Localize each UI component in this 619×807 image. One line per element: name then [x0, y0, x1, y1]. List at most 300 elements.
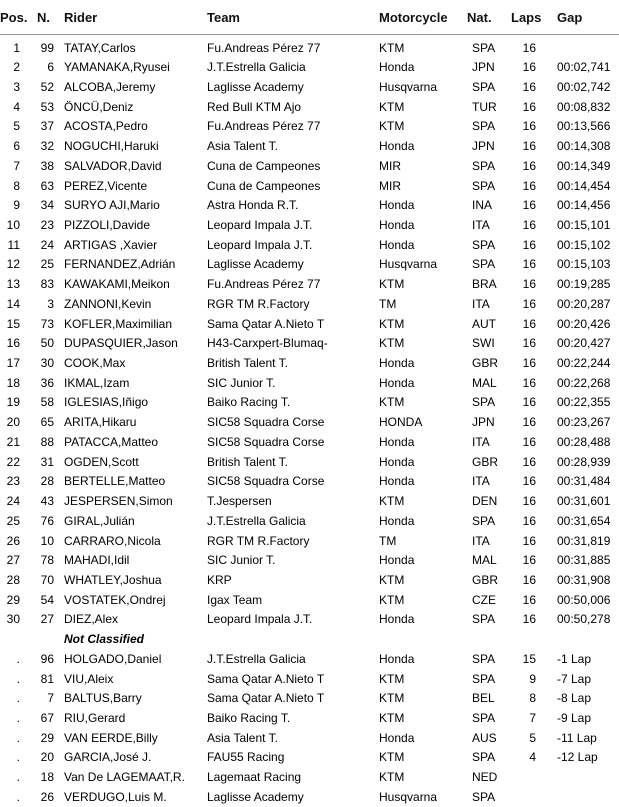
- cell-nat: MAL: [472, 375, 497, 390]
- cell-nat: SPA: [472, 671, 496, 686]
- cell-team: SIC58 Squadra Corse: [207, 474, 325, 489]
- cell-team: FAU55 Racing: [207, 750, 285, 765]
- cell-nat: SPA: [472, 178, 496, 193]
- cell-gap: 00:15,102: [557, 237, 611, 252]
- cell-pos: 3: [13, 79, 20, 94]
- cell-laps: 16: [522, 612, 536, 627]
- cell-num: 73: [40, 316, 54, 331]
- cell-laps: 16: [522, 99, 536, 114]
- cell-nat: SPA: [472, 789, 496, 804]
- cell-rider: DIEZ,Alex: [64, 612, 119, 627]
- header-motorcycle: Motorcycle: [379, 10, 448, 25]
- table-header: [0, 0, 619, 35]
- table-row: [0, 294, 619, 314]
- cell-team: Baiko Racing T.: [207, 395, 291, 410]
- cell-laps: 16: [522, 356, 536, 371]
- cell-num: 18: [40, 770, 54, 785]
- not-classified-section-label: [0, 629, 619, 649]
- cell-gap: 00:14,454: [557, 178, 611, 193]
- cell-pos: 26: [6, 533, 20, 548]
- cell-team: Fu.Andreas Pérez 77: [207, 277, 321, 292]
- cell-rider: BALTUS,Barry: [64, 691, 142, 706]
- cell-laps: 5: [529, 730, 536, 745]
- cell-pos: 16: [6, 336, 20, 351]
- cell-gap: 00:50,278: [557, 612, 611, 627]
- cell-laps: 16: [522, 198, 536, 213]
- cell-rider: PEREZ,Vicente: [64, 178, 148, 193]
- cell-num: 53: [40, 99, 54, 114]
- cell-nat: SPA: [472, 79, 496, 94]
- cell-laps: 16: [522, 79, 536, 94]
- cell-num: 43: [40, 494, 54, 509]
- cell-num: 23: [40, 217, 54, 232]
- cell-num: 34: [40, 198, 54, 213]
- cell-pos: 29: [6, 592, 20, 607]
- cell-pos: .: [16, 651, 20, 666]
- cell-laps: 16: [522, 395, 536, 410]
- cell-nat: SPA: [472, 237, 496, 252]
- cell-nat: SPA: [472, 395, 496, 410]
- cell-team: J.T.Estrella Galicia: [207, 513, 306, 528]
- cell-num: 52: [40, 79, 54, 94]
- cell-moto: MIR: [379, 158, 401, 173]
- cell-gap: 00:28,939: [557, 454, 611, 469]
- cell-laps: 16: [522, 553, 536, 568]
- cell-pos: 24: [6, 494, 20, 509]
- table-row: [0, 97, 619, 117]
- cell-num: 36: [40, 375, 54, 390]
- cell-moto: KTM: [379, 710, 405, 725]
- cell-team: Cuna de Campeones: [207, 158, 321, 173]
- cell-laps: 16: [522, 257, 536, 272]
- cell-pos: 7: [13, 158, 20, 173]
- cell-num: 10: [40, 533, 54, 548]
- cell-laps: 4: [529, 750, 536, 765]
- cell-num: 50: [40, 336, 54, 351]
- cell-nat: SPA: [472, 158, 496, 173]
- cell-rider: SURYO AJI,Mario: [64, 198, 160, 213]
- cell-laps: 16: [522, 513, 536, 528]
- cell-rider: COOK,Max: [64, 356, 126, 371]
- cell-laps: 16: [522, 454, 536, 469]
- cell-rider: YAMANAKA,Ryusei: [64, 60, 170, 75]
- cell-laps: 16: [522, 434, 536, 449]
- cell-rider: RIU,Gerard: [64, 710, 126, 725]
- cell-gap: 00:20,427: [557, 336, 611, 351]
- cell-team: RGR TM R.Factory: [207, 533, 310, 548]
- cell-pos: 6: [13, 139, 20, 154]
- cell-gap: 00:23,267: [557, 415, 611, 430]
- header-rider: Rider: [64, 10, 98, 25]
- cell-moto: Honda: [379, 356, 415, 371]
- table-row: [0, 373, 619, 393]
- cell-nat: SPA: [472, 513, 496, 528]
- cell-rider: Van De LAGEMAAT,R.: [64, 770, 185, 785]
- table-row: [0, 747, 619, 767]
- cell-pos: .: [16, 691, 20, 706]
- cell-gap: 00:31,601: [557, 494, 611, 509]
- cell-pos: 15: [6, 316, 20, 331]
- cell-moto: KTM: [379, 691, 405, 706]
- cell-gap: 00:22,355: [557, 395, 611, 410]
- cell-team: H43-Carxpert-Blumaq-: [207, 336, 328, 351]
- cell-moto: Honda: [379, 237, 415, 252]
- cell-nat: INA: [472, 198, 493, 213]
- table-row: [0, 609, 619, 629]
- cell-gap: 00:14,456: [557, 198, 611, 213]
- cell-gap: 00:31,885: [557, 553, 611, 568]
- cell-nat: MAL: [472, 553, 497, 568]
- cell-pos: 22: [6, 454, 20, 469]
- cell-nat: JPN: [472, 139, 495, 154]
- cell-moto: KTM: [379, 395, 405, 410]
- cell-rider: VERDUGO,Luis M.: [64, 789, 167, 804]
- cell-moto: KTM: [379, 770, 405, 785]
- cell-team: SIC58 Squadra Corse: [207, 415, 325, 430]
- cell-laps: 16: [522, 237, 536, 252]
- cell-moto: KTM: [379, 572, 405, 587]
- cell-rider: ZANNONI,Kevin: [64, 296, 152, 311]
- cell-laps: 16: [522, 336, 536, 351]
- cell-pos: 28: [6, 572, 20, 587]
- cell-moto: Honda: [379, 553, 415, 568]
- cell-moto: HONDA: [379, 415, 423, 430]
- table-row: [0, 116, 619, 136]
- cell-team: Asia Talent T.: [207, 139, 278, 154]
- table-row: [0, 432, 619, 452]
- cell-moto: KTM: [379, 494, 405, 509]
- cell-nat: GBR: [472, 454, 499, 469]
- cell-rider: ACOSTA,Pedro: [64, 119, 148, 134]
- cell-rider: GIRAL,Julián: [64, 513, 135, 528]
- cell-pos: 23: [6, 474, 20, 489]
- cell-pos: 25: [6, 513, 20, 528]
- cell-nat: CZE: [472, 592, 496, 607]
- cell-moto: KTM: [379, 316, 405, 331]
- cell-laps: 16: [522, 158, 536, 173]
- cell-gap: 00:15,101: [557, 217, 611, 232]
- cell-team: KRP: [207, 572, 232, 587]
- cell-gap: 00:28,488: [557, 434, 611, 449]
- cell-moto: Honda: [379, 612, 415, 627]
- cell-laps: 16: [522, 296, 536, 311]
- cell-team: Leopard Impala J.T.: [207, 237, 313, 252]
- table-row: [0, 728, 619, 748]
- cell-nat: SPA: [472, 119, 496, 134]
- cell-gap: 00:02,741: [557, 60, 611, 75]
- cell-laps: 16: [522, 139, 536, 154]
- cell-laps: 16: [522, 375, 536, 390]
- cell-team: Fu.Andreas Pérez 77: [207, 40, 321, 55]
- cell-nat: DEN: [472, 494, 498, 509]
- cell-rider: VIU,Aleix: [64, 671, 114, 686]
- table-row: [0, 77, 619, 97]
- table-row: [0, 38, 619, 58]
- cell-num: 58: [40, 395, 54, 410]
- cell-team: Lagemaat Racing: [207, 770, 302, 785]
- cell-moto: TM: [379, 533, 397, 548]
- cell-num: 26: [40, 789, 54, 804]
- cell-nat: TUR: [472, 99, 497, 114]
- not-classified-label: Not Classified: [64, 632, 145, 647]
- cell-team: RGR TM R.Factory: [207, 296, 310, 311]
- table-row: [0, 550, 619, 570]
- table-row: [0, 452, 619, 472]
- cell-gap: 00:22,268: [557, 375, 611, 390]
- cell-moto: Honda: [379, 730, 415, 745]
- cell-moto: Honda: [379, 198, 415, 213]
- cell-team: Red Bull KTM Ajo: [207, 99, 302, 114]
- cell-moto: TM: [379, 296, 397, 311]
- cell-team: Sama Qatar A.Nieto T: [207, 691, 325, 706]
- cell-gap: -1 Lap: [557, 651, 592, 666]
- table-row: [0, 708, 619, 728]
- cell-num: 38: [40, 158, 54, 173]
- header-pos: Pos.: [0, 10, 28, 25]
- cell-rider: BERTELLE,Matteo: [64, 474, 166, 489]
- table-row: [0, 215, 619, 235]
- table-row: [0, 176, 619, 196]
- cell-nat: ITA: [472, 434, 490, 449]
- header-number: N.: [37, 10, 50, 25]
- cell-laps: 16: [522, 474, 536, 489]
- cell-gap: 00:31,654: [557, 513, 611, 528]
- cell-nat: BEL: [472, 691, 495, 706]
- cell-pos: 17: [6, 356, 20, 371]
- cell-nat: ITA: [472, 296, 490, 311]
- cell-moto: Husqvarna: [379, 79, 438, 94]
- table-row: [0, 333, 619, 353]
- cell-pos: 19: [6, 395, 20, 410]
- cell-team: Leopard Impala J.T.: [207, 612, 313, 627]
- cell-team: SIC Junior T.: [207, 553, 276, 568]
- cell-moto: Honda: [379, 375, 415, 390]
- cell-rider: GARCIA,José J.: [64, 750, 152, 765]
- cell-gap: -9 Lap: [557, 710, 592, 725]
- cell-pos: 4: [13, 99, 20, 114]
- cell-moto: Honda: [379, 651, 415, 666]
- cell-laps: 8: [529, 691, 536, 706]
- cell-gap: -12 Lap: [557, 750, 598, 765]
- cell-num: 6: [47, 60, 54, 75]
- cell-team: British Talent T.: [207, 454, 288, 469]
- cell-gap: -8 Lap: [557, 691, 592, 706]
- cell-team: SIC Junior T.: [207, 375, 276, 390]
- table-row: [0, 511, 619, 531]
- header-laps: Laps: [511, 10, 542, 25]
- cell-laps: 7: [529, 710, 536, 725]
- cell-num: 88: [40, 434, 54, 449]
- cell-moto: Husqvarna: [379, 789, 438, 804]
- cell-nat: AUT: [472, 316, 496, 331]
- header-team: Team: [207, 10, 240, 25]
- cell-gap: 00:20,287: [557, 296, 611, 311]
- cell-moto: Honda: [379, 454, 415, 469]
- cell-pos: 2: [13, 60, 20, 75]
- cell-rider: KOFLER,Maximilian: [64, 316, 173, 331]
- cell-team: J.T.Estrella Galicia: [207, 60, 306, 75]
- cell-num: 25: [40, 257, 54, 272]
- cell-pos: 5: [13, 119, 20, 134]
- cell-moto: Honda: [379, 139, 415, 154]
- cell-nat: SPA: [472, 710, 496, 725]
- cell-moto: Honda: [379, 60, 415, 75]
- cell-team: Astra Honda R.T.: [207, 198, 299, 213]
- cell-rider: IGLESIAS,Iñigo: [64, 395, 149, 410]
- cell-pos: 1: [13, 40, 20, 55]
- cell-rider: CARRARO,Nicola: [64, 533, 161, 548]
- cell-gap: 00:31,908: [557, 572, 611, 587]
- cell-rider: DUPASQUIER,Jason: [64, 336, 178, 351]
- cell-gap: 00:31,819: [557, 533, 611, 548]
- cell-num: 28: [40, 474, 54, 489]
- cell-gap: 00:19,285: [557, 277, 611, 292]
- cell-num: 78: [40, 553, 54, 568]
- cell-moto: Honda: [379, 217, 415, 232]
- cell-laps: 16: [522, 40, 536, 55]
- cell-pos: 18: [6, 375, 20, 390]
- cell-pos: 11: [7, 237, 20, 252]
- cell-num: 63: [40, 178, 54, 193]
- cell-moto: KTM: [379, 40, 405, 55]
- cell-gap: 00:22,244: [557, 356, 611, 371]
- cell-team: Leopard Impala J.T.: [207, 217, 313, 232]
- cell-pos: 30: [6, 612, 20, 627]
- table-row: [0, 669, 619, 689]
- cell-laps: 16: [522, 316, 536, 331]
- cell-rider: HOLGADO,Daniel: [64, 651, 162, 666]
- cell-team: SIC58 Squadra Corse: [207, 434, 325, 449]
- cell-num: 83: [40, 277, 54, 292]
- cell-moto: KTM: [379, 99, 405, 114]
- cell-num: 81: [40, 671, 54, 686]
- cell-nat: ITA: [472, 474, 490, 489]
- cell-moto: Honda: [379, 513, 415, 528]
- cell-num: 96: [40, 651, 54, 666]
- table-row: [0, 136, 619, 156]
- table-row: [0, 412, 619, 432]
- cell-team: Fu.Andreas Pérez 77: [207, 119, 321, 134]
- cell-rider: ARTIGAS ,Xavier: [64, 237, 158, 252]
- cell-laps: 15: [522, 651, 536, 666]
- cell-moto: KTM: [379, 592, 405, 607]
- cell-rider: VOSTATEK,Ondrej: [64, 592, 166, 607]
- cell-rider: PATACCA,Matteo: [64, 434, 159, 449]
- table-row: [0, 649, 619, 669]
- cell-nat: AUS: [472, 730, 497, 745]
- cell-laps: 16: [522, 178, 536, 193]
- table-row: [0, 156, 619, 176]
- cell-rider: SALVADOR,David: [64, 158, 162, 173]
- cell-gap: 00:31,484: [557, 474, 611, 489]
- table-row: [0, 353, 619, 373]
- cell-nat: BRA: [472, 277, 497, 292]
- cell-moto: Honda: [379, 474, 415, 489]
- cell-rider: MAHADI,Idil: [64, 553, 130, 568]
- cell-team: Cuna de Campeones: [207, 178, 321, 193]
- cell-rider: OGDEN,Scott: [64, 454, 139, 469]
- cell-num: 99: [40, 40, 54, 55]
- cell-laps: 16: [522, 572, 536, 587]
- cell-nat: JPN: [472, 415, 495, 430]
- cell-team: Igax Team: [207, 592, 263, 607]
- table-row: [0, 590, 619, 610]
- cell-num: 54: [40, 592, 54, 607]
- table-row: [0, 235, 619, 255]
- cell-gap: 00:14,308: [557, 139, 611, 154]
- cell-gap: 00:02,742: [557, 79, 611, 94]
- cell-pos: .: [16, 789, 20, 804]
- cell-nat: GBR: [472, 572, 499, 587]
- cell-rider: TATAY,Carlos: [64, 40, 136, 55]
- cell-pos: 14: [6, 296, 20, 311]
- table-row: [0, 57, 619, 77]
- cell-team: T.Jespersen: [207, 494, 272, 509]
- cell-moto: KTM: [379, 277, 405, 292]
- cell-num: 3: [47, 296, 54, 311]
- cell-laps: 16: [522, 217, 536, 232]
- cell-rider: VAN EERDE,Billy: [64, 730, 158, 745]
- table-row: [0, 471, 619, 491]
- cell-team: Laglisse Academy: [207, 789, 304, 804]
- table-row: [0, 491, 619, 511]
- cell-num: 7: [47, 691, 54, 706]
- table-row: [0, 531, 619, 551]
- cell-num: 31: [40, 454, 54, 469]
- cell-rider: ALCOBA,Jeremy: [64, 79, 156, 94]
- cell-rider: IKMAL,Izam: [64, 375, 130, 390]
- table-row: [0, 570, 619, 590]
- cell-team: Laglisse Academy: [207, 257, 304, 272]
- cell-laps: 9: [529, 671, 536, 686]
- header-gap: Gap: [557, 10, 583, 25]
- cell-pos: 9: [13, 198, 20, 213]
- cell-gap: 00:50,006: [557, 592, 611, 607]
- table-row: [0, 314, 619, 334]
- cell-team: Baiko Racing T.: [207, 710, 291, 725]
- cell-pos: .: [16, 730, 20, 745]
- cell-moto: Husqvarna: [379, 257, 438, 272]
- cell-rider: ÖNCÜ,Deniz: [64, 99, 134, 114]
- cell-team: Sama Qatar A.Nieto T: [207, 316, 325, 331]
- cell-moto: KTM: [379, 336, 405, 351]
- cell-num: 70: [40, 572, 54, 587]
- cell-gap: -7 Lap: [557, 671, 592, 686]
- cell-nat: SPA: [472, 40, 496, 55]
- cell-nat: SPA: [472, 257, 496, 272]
- table-row: [0, 274, 619, 294]
- table-row: [0, 787, 619, 807]
- cell-pos: .: [16, 750, 20, 765]
- cell-nat: ITA: [472, 217, 490, 232]
- cell-rider: KAWAKAMI,Meikon: [64, 277, 170, 292]
- cell-team: Sama Qatar A.Nieto T: [207, 671, 325, 686]
- cell-gap: 00:08,832: [557, 99, 611, 114]
- cell-pos: 10: [6, 217, 20, 232]
- cell-nat: SPA: [472, 612, 496, 627]
- cell-gap: 00:13,566: [557, 119, 611, 134]
- cell-pos: 27: [6, 553, 20, 568]
- cell-team: Laglisse Academy: [207, 79, 304, 94]
- cell-laps: 16: [522, 533, 536, 548]
- cell-pos: 8: [13, 178, 20, 193]
- cell-moto: Honda: [379, 434, 415, 449]
- table-row: [0, 767, 619, 787]
- cell-rider: JESPERSEN,Simon: [64, 494, 173, 509]
- table-row: [0, 195, 619, 215]
- cell-num: 29: [40, 730, 54, 745]
- cell-team: J.T.Estrella Galicia: [207, 651, 306, 666]
